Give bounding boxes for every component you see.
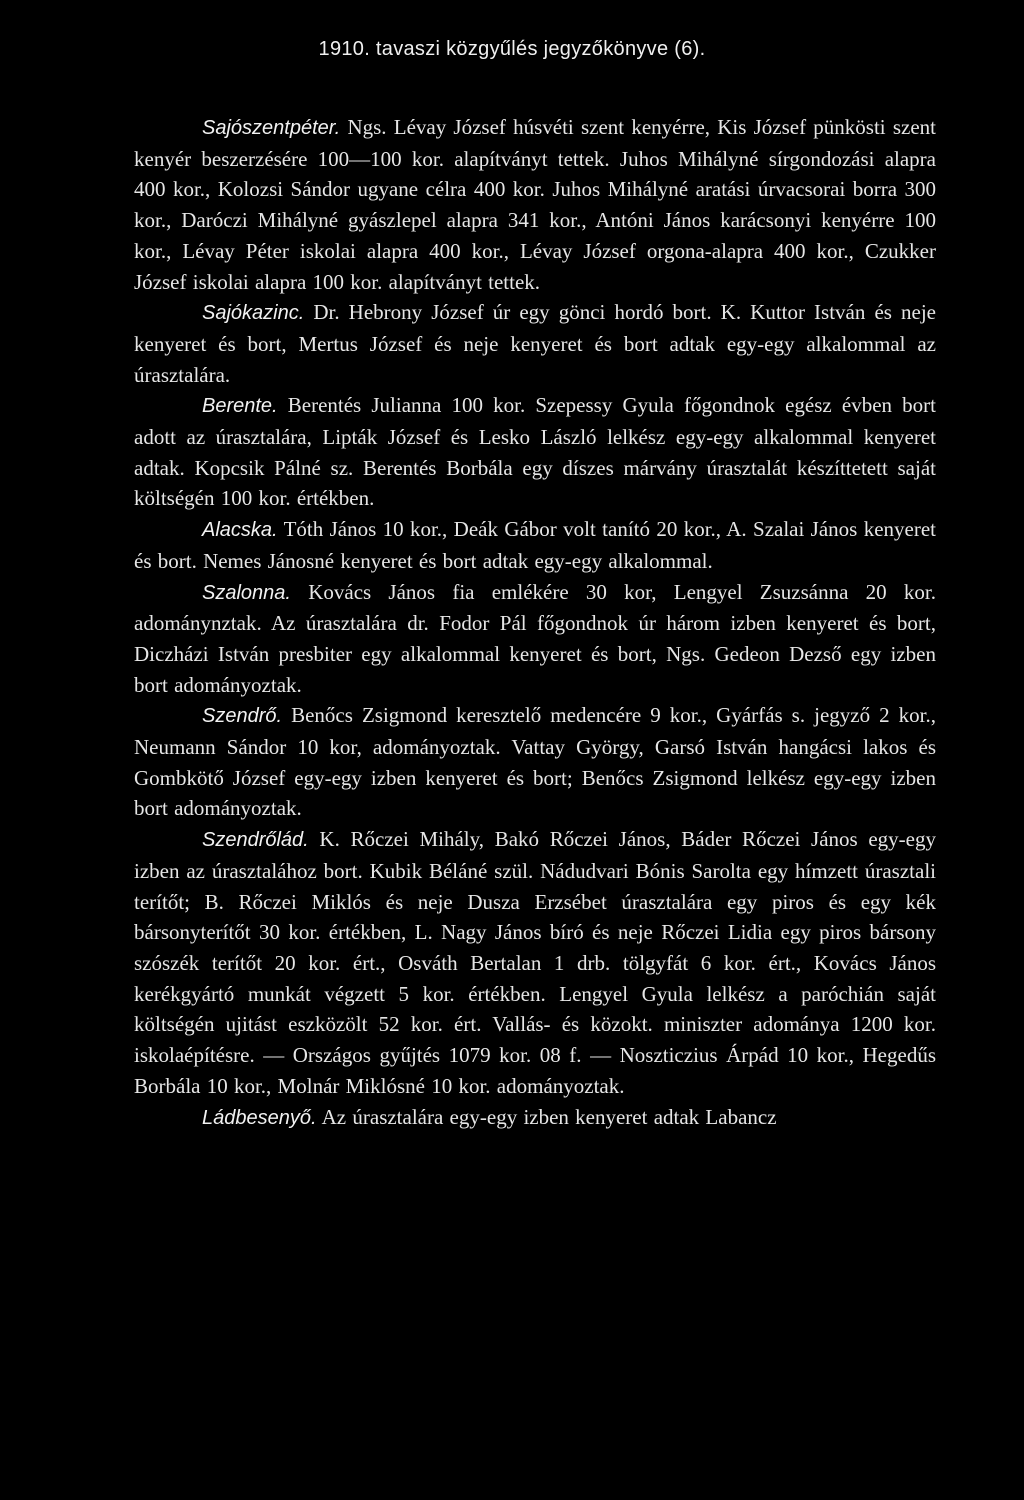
paragraph-text: Ngs. Lévay József húsvéti szent kenyérre, Kis József pünkösti szent kenyér beszerzésére 100—100 kor. alapítványt tettek. Juhos Mihályné sírgondozási alapra 400 kor., Kolozsi Sándor ugyane célra 400 kor. Juhos Mihályné aratási úrvacsorai borra 300 kor., Daróczi Mihályné gyászlepel alapra 341 kor., Antóni János karácsonyi kenyérre 100 kor., Lévay Péter iskolai alapra 400 kor., Lévay József orgona-alapra 400 kor., Czukker József iskolai alapra 100 kor. alapítványt tettek. [134,115,936,294]
place-name: Alacska. [202,519,278,542]
paragraph-text: Kovács János fia emlékére 30 kor, Lengyel Zsuzsánna 20 kor. adománynztak. Az úrasztalára dr. Fodor Pál főgondnok úr három izben kenyeret és bort, Diczházi István presbiter egy alkalommal kenyeret és bort, Ngs. Gedeon Dezső egy izben bort adományoztak. [134,579,936,697]
place-name: Berente. [202,395,278,418]
paragraph-szendrolad [134,824,936,1101]
paragraph-berente [134,390,936,514]
place-name: Sajószentpéter. [202,117,341,139]
paragraph-alacska [134,514,936,576]
place-name: Sajókazinc. [202,302,305,325]
paragraph-text: Dr. Hebrony József úr egy gönci hordó bort. K. Kuttor István és neje kenyeret és bort, Mertus József és neje kenyeret és bort adtak egy-egy alkalommal az úrasztalára. [134,300,936,387]
place-name: Szalonna. [202,581,291,604]
paragraph-text: K. Rőczei Mihály, Bakó Rőczei János, Báder Rőczei János egy-egy izben az úrasztalához bort. Kubik Béláné szül. Nádudvari Bónis Sarolta egy hímzett úrasztali terítőt; B. Rőczei Miklós és neje Dusza Erzsébet úrasztalára egy piros és egy kék bársonyterítőt 30 kor. értékben, L. Nagy János bíró és neje Rőczei Lidia egy piros bársony szószék terítőt 20 kor. ért., Osváth Bertalan 1 drb. tölgyfát 6 kor. ért., Kovács János kerékgyártó munkát végzett 5 kor. értékben. Lengyel Gyula lelkész a paróchián saját költségén ujitást eszközölt 52 kor. ért. Vallás- és közokt. miniszter adománya 1200 kor. iskolaépítésre. — Országos gyűjtés 1079 kor. 08 f. — Noszticzius Árpád 10 kor., Hegedűs Borbála 10 kor., Molnár Miklósné 10 kor. adományoztak. [134,827,936,1098]
place-name: Szendrőlád. [202,829,309,852]
paragraph-text: Berentés Julianna 100 kor. Szepessy Gyula főgondnok egész évben bort adott az úrasztalára, Lipták József és Lesko László lelkész egy-egy alkalommal kenyeret adtak. Kopcsik Pálné sz. Berentés Borbála egy díszes márvány úrasztalát készíttetett saját költségén 100 kor. értékben. [134,393,936,511]
place-name: Ládbesenyő. [202,1106,317,1129]
paragraph-text: Az úrasztalára egy-egy izben kenyeret adtak Labancz [316,1104,777,1129]
place-name: Szendrő. [202,705,283,728]
paragraph-sajoszentpeter [134,112,936,297]
paragraph-text: Benőcs Zsigmond keresztelő medencére 9 kor., Gyárfás s. jegyző 2 kor., Neumann Sándor 10 kor, adományoztak. Vattay György, Garsó István hangácsi lakos és Gombkötő József egy-egy izben kenyeret és bort; Benőcs Zsigmond lelkész egy-egy izben bort adományoztak. [134,703,936,821]
body-text [134,112,936,1133]
page-header: 1910. tavaszi közgyűlés jegyzőkönyve (6). [318,38,706,60]
paragraph-sajokazinc [134,297,936,390]
paragraph-text: Tóth János 10 kor., Deák Gábor volt tanító 20 kor., A. Szalai János kenyeret és bort. Nemes Jánosné kenyeret és bort adtak egy-egy alkalommal. [134,517,936,573]
paragraph-szendro [134,700,936,824]
paragraph-szalonna [134,577,936,701]
paragraph-ladbesenyo [134,1102,936,1134]
